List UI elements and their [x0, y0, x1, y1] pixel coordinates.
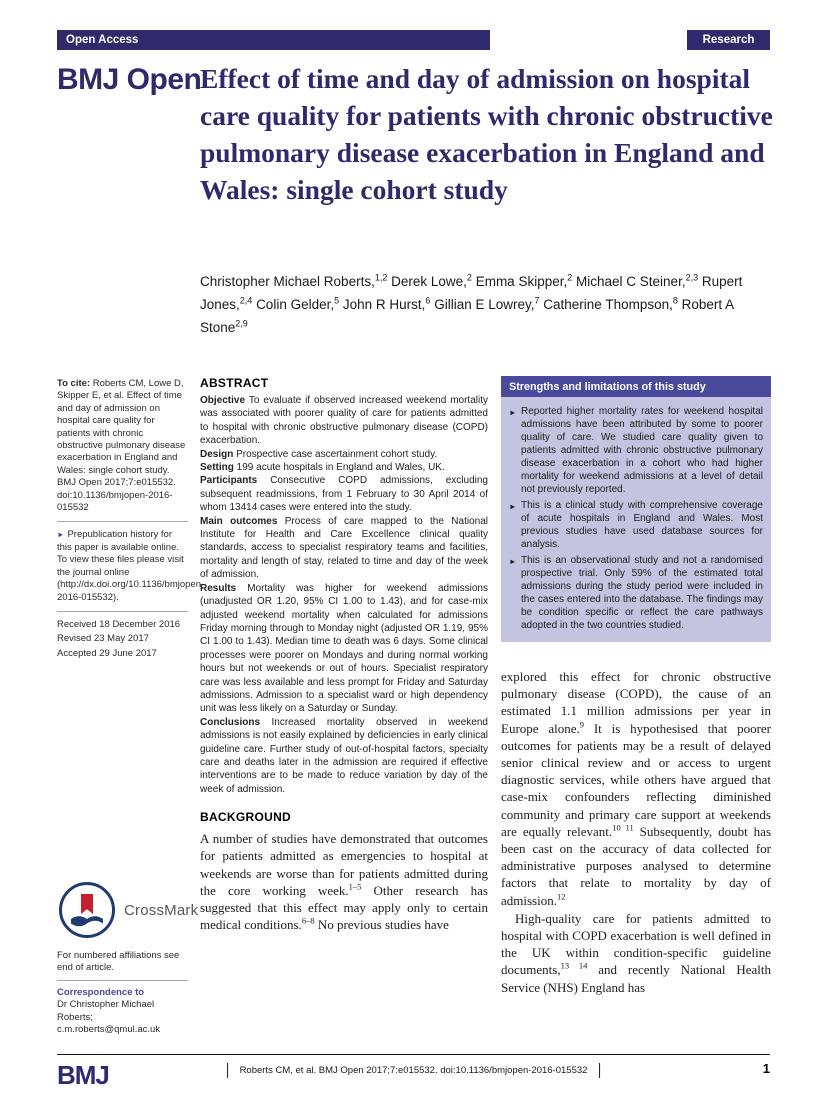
bmj-logo: BMJ: [57, 1060, 109, 1090]
page-number: 1: [762, 1061, 770, 1076]
abstract-column: [200, 376, 488, 933]
affiliations-note: For numbered affiliations see end of article.: [57, 950, 180, 974]
crossmark-logo-icon: [57, 880, 117, 940]
correspondence-text: Dr Christopher Michael Roberts; c.m.roberts@qmul.ac.uk: [57, 999, 161, 1036]
reference-superscript: 1–5: [348, 881, 362, 892]
author: Derek Lowe,$^2$: [391, 272, 472, 289]
sidebar: [57, 378, 205, 662]
strengths-title: Strengths and limitations of this study: [501, 376, 771, 397]
author: Rupert Jones,$^{2,4}$: [200, 273, 743, 312]
abstract-section-label: Participants: [200, 475, 258, 487]
triangle-bullet-icon: ►: [509, 557, 517, 566]
research-label: Research: [702, 34, 755, 46]
background-paragraph: A number of studies have demonstrated that outcomes for patients admitted as emergencies to hospital at weekends are worse than for patients admitted during the core working week.$^{1-5}$ Other research has suggested that this effect may apply only to certain medical conditions.$^{6-8}$ No previous studies have: [200, 831, 488, 933]
abstract-section: Conclusions Increased mortality observed in weekend admissions is not easily explained by deficiencies in early clinical guideline care. Further study of out-of-hospital factors, specialty care and deaths later in the admission are required if effective interventions are to be made to reduce variation by day of the week of admission.: [200, 716, 488, 795]
reference-superscript: 13 14: [560, 961, 588, 972]
background-heading: BACKGROUND: [200, 810, 291, 825]
prepublication-note: [57, 529, 205, 603]
abstract-section: Design Prospective case ascertainment cohort study.: [200, 448, 438, 460]
strengths-bullet: ► This is an observational study and not a randomised prospective trial. Only 59% of the estimated total admissions during the study period were included in the cases entered into the database. The findings may be condition specific or reflect the care pathways adopted in the two countries studied.: [509, 555, 763, 631]
abstract-section-label: Results: [200, 582, 237, 594]
received-date: Received 18 December 2016: [57, 618, 181, 630]
to-cite-text: Roberts CM, Lowe D, Skipper E, et al. Effect of time and day of admission on hospital care quality for patients with chronic obstructive pulmonary disease exacerbation in England and Wales: single cohort study. BMJ Open 2017;7:e015532. doi:10.1136/bmjopen-2016-015532: [57, 378, 186, 514]
triangle-bullet-icon: ►: [57, 530, 65, 540]
author: Robert A Stone$^{2,9}$: [200, 296, 734, 335]
abstract-section: Participants Consecutive COPD admissions, excluding subsequent readmissions, from 1 February to 30 April 2014 of whom 13414 cases were entered into the study.: [200, 475, 488, 514]
abstract-section: Main outcomes Process of care mapped to the National Institute for Health and Care Excellence clinical quality standards, access to specialist respiratory teams and facilities, mortality and length of stay, related to time and day of the week of admission.: [200, 515, 488, 581]
sidebar-divider: [57, 611, 188, 612]
triangle-bullet-icon: ►: [509, 502, 517, 511]
abstract-section: Results Mortality was higher for weekend admissions (unadjusted OR 1.20, 95% CI 1.00 to 1.43), and for case-mix adjusted weekend mortality when calculated for admissions Friday morning through to Monday night (adjusted OR 1.19, 95% CI 1.00 to 1.43). Median time to death was 6 days. Some clinical processes were poorer on Mondays and during normal working hours but not weekends or out of hours. Specialist respiratory care was less available and less prompt for Friday and Saturday admissions. Admission to a specialist ward or high dependency unit was less likely on a Saturday or Sunday.: [200, 582, 488, 715]
strengths-bullet: ► Reported higher mortality rates for weekend hospital admissions have been attributed by some to poorer quality of care. We studied care quality given to patients admitted with chronic obstructive pulmonary disease exacerbation in a cohort who had higher mortality for weekend admissions at a level of detail not previously reported.: [509, 406, 763, 495]
abstract-sections: [200, 394, 488, 796]
abstract-section-label: Main outcomes: [200, 515, 278, 527]
abstract-section-label: Design: [200, 448, 234, 460]
author: John R Hurst,$^6$: [342, 295, 431, 312]
article-title: Effect of time and day of admission on hospital care quality for patients with chronic obstructive pulmonary disease exacerbation in England and Wales: single cohort study: [200, 63, 773, 205]
author-list: [200, 268, 775, 337]
strengths-bullet: ► This is a clinical study with comprehensive coverage of acute hospitals in England and Wales. Most previous studies have used database sources for analysis.: [509, 500, 763, 550]
prepublication-text: Prepublication history for this paper is available online. To view these files please visit the journal online (http://dx.doi.org/10.1136/bmjopen-2016-015532).: [57, 529, 205, 603]
strengths-list: [501, 397, 771, 642]
abstract-section: Setting 199 acute hospitals in England and Wales, UK.: [200, 462, 445, 474]
footer-citation: Roberts CM, et al. BMJ Open 2017;7:e015532. doi:10.1136/bmjopen-2016-015532: [227, 1063, 601, 1078]
right-paragraph-2: High-quality care for patients admitted to hospital with COPD exacerbation is well defined in the UK within condition-specific guideline documents,$^{13 14}$ and recently National Health Service (NHS) England has: [501, 910, 771, 995]
author: Michael C Steiner,$^{2,3}$: [576, 272, 699, 289]
research-banner: [687, 30, 770, 50]
abstract-section: Objective To evaluate if observed increased weekend mortality was associated with poorer quality of care for patients admitted to hospital with chronic obstructive pulmonary disease (COPD) exacerbation.: [200, 395, 488, 447]
bmj-open-logo: BMJ Open: [57, 63, 202, 96]
abstract-section-label: Setting: [200, 462, 234, 474]
reference-superscript: 12: [556, 891, 566, 902]
reference-superscript: 10 11: [612, 822, 634, 833]
abstract-heading: ABSTRACT: [200, 376, 269, 390]
right-paragraph-1: explored this effect for chronic obstructive pulmonary disease (COPD), the cause of an estimated 1.1 million admissions per year in Europe alone.$^9$ It is hypothesised that poorer outcomes for patients may be a result of delayed senior clinical review and or access to urgent diagnostic services, while others have argued that case-mix confounders reflecting diminished community and primary care support at weekends are equally relevant.$^{10 11}$ Subsequently, doubt has been cast on the accuracy of data collected for administrative purposes analysed to determine factors that relate to mortality by day of admission.$^{12}$: [501, 669, 772, 908]
revised-date: Revised 23 May 2017: [57, 633, 149, 645]
author: Gillian E Lowrey,$^7$: [434, 295, 540, 312]
crossmark-label: CrossMark: [124, 901, 199, 919]
sidebar-divider: [57, 521, 188, 522]
reference-superscript: 9: [579, 719, 585, 730]
triangle-bullet-icon: ►: [509, 408, 517, 417]
open-access-label: Open Access: [66, 34, 139, 46]
correspondence-block: [57, 980, 188, 1037]
strengths-box: [501, 376, 771, 642]
abstract-section-label: Objective: [200, 395, 246, 406]
abstract-section-label: Conclusions: [200, 716, 261, 728]
author: Colin Gelder,$^5$: [256, 295, 340, 312]
footer-rule: [57, 1054, 770, 1055]
author: Emma Skipper,$^2$: [475, 272, 573, 289]
to-cite-label: To cite:: [57, 378, 93, 389]
reference-superscript: 6–8: [301, 915, 315, 926]
author: Christopher Michael Roberts,$^{1,2}$: [200, 272, 388, 289]
correspondence-label: Correspondence to: [57, 987, 145, 998]
open-access-banner: [57, 30, 490, 50]
to-cite-block: [57, 378, 188, 514]
author: Catherine Thompson,$^8$: [543, 295, 678, 312]
right-column: [501, 376, 771, 996]
accepted-date: Accepted 29 June 2017: [57, 647, 157, 659]
